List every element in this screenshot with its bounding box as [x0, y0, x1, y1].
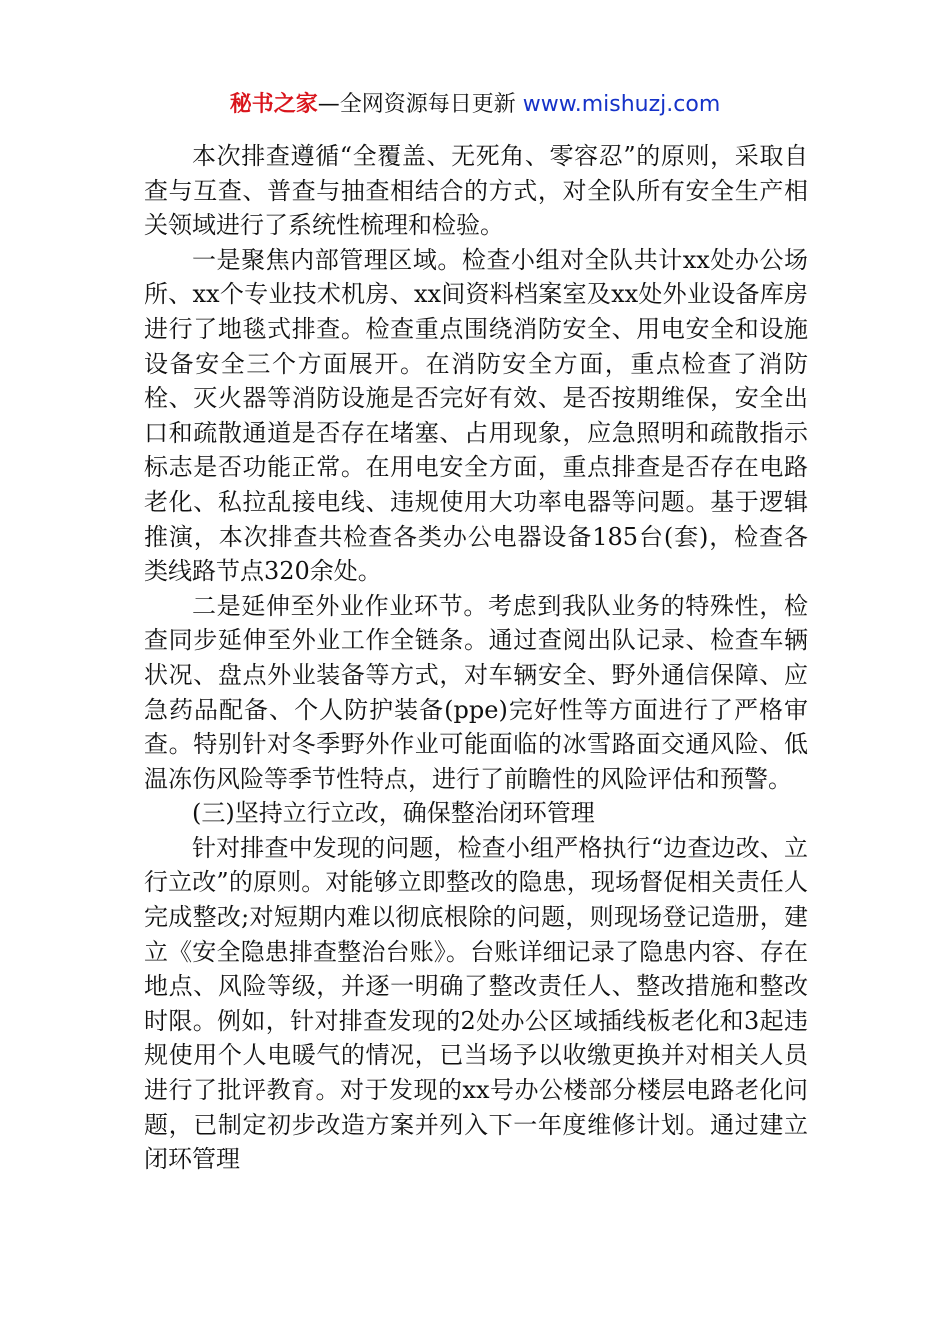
section-heading: (三)坚持立行立改，确保整治闭环管理 [192, 799, 595, 828]
paragraph-internal-areas: 一是聚焦内部管理区域。检查小组对全队共计xx处办公场所、xx个专业技术机房、xx间资料档案室及xx处外业设备库房进行了地毯式排查。检查重点围绕消防安全、用电安全和设施设备安全三个方面展开。在消防安全方面，重点检查了消防栓、灭火器等消防设施是否完好有效、是否按期维保，安全出口和疏散通道是否存在堵塞、占用现象，应急照明和疏散指示标志是否功能正常。在用电安全方面，重点排查是否存在电路老化、私拉乱接电线、违规使用大功率电器等问题。基于逻辑推演，本次排查共检查各类办公电器设备185台(套)，检查各类线路节点320余处。 [144, 245, 808, 586]
paragraph-field-work: 二是延伸至外业作业环节。考虑到我队业务的特殊性，检查同步延伸至外业工作全链条。通过查阅出队记录、检查车辆状况、盘点外业装备等方式，对车辆安全、野外通信保障、应急药品配备、个人防护装备(ppe)完好性等方面进行了严格审查。特别针对冬季野外作业可能面临的冰雪路面交通风险、低温冻伤风险等季节性特点，进行了前瞻性的风险评估和预警。 [144, 591, 808, 793]
watermark-header [0, 88, 950, 122]
paragraph-scope: 本次排查遵循“全覆盖、无死角、零容忍”的原则，采取自查与互查、普查与抽查相结合的方式，对全队所有安全生产相关领域进行了系统性梳理和检验。 [144, 142, 808, 240]
site-url-link[interactable]: www.mishuzj.com [522, 92, 721, 117]
site-tagline: —全网资源每日更新 [317, 92, 516, 117]
site-name: 秘书之家 [229, 92, 318, 117]
document-body [144, 139, 808, 1177]
paragraph-rectification: 针对排查中发现的问题，检查小组严格执行“边查边改、立行立改”的原则。对能够立即整改的隐患，现场督促相关责任人完成整改;对短期内难以彻底根除的问题，则现场登记造册，建立《安全隐患排查整治台账》。台账详细记录了隐患内容、存在地点、风险等级，并逐一明确了整改责任人、整改措施和整改时限。例如，针对排查发现的2处办公区域插线板老化和3起违规使用个人电暖气的情况，已当场予以收缴更换并对相关人员进行了批评教育。对于发现的xx号办公楼部分楼层电路老化问题，已制定初步改造方案并列入下一年度维修计划。通过建立闭环管理 [144, 833, 808, 1174]
